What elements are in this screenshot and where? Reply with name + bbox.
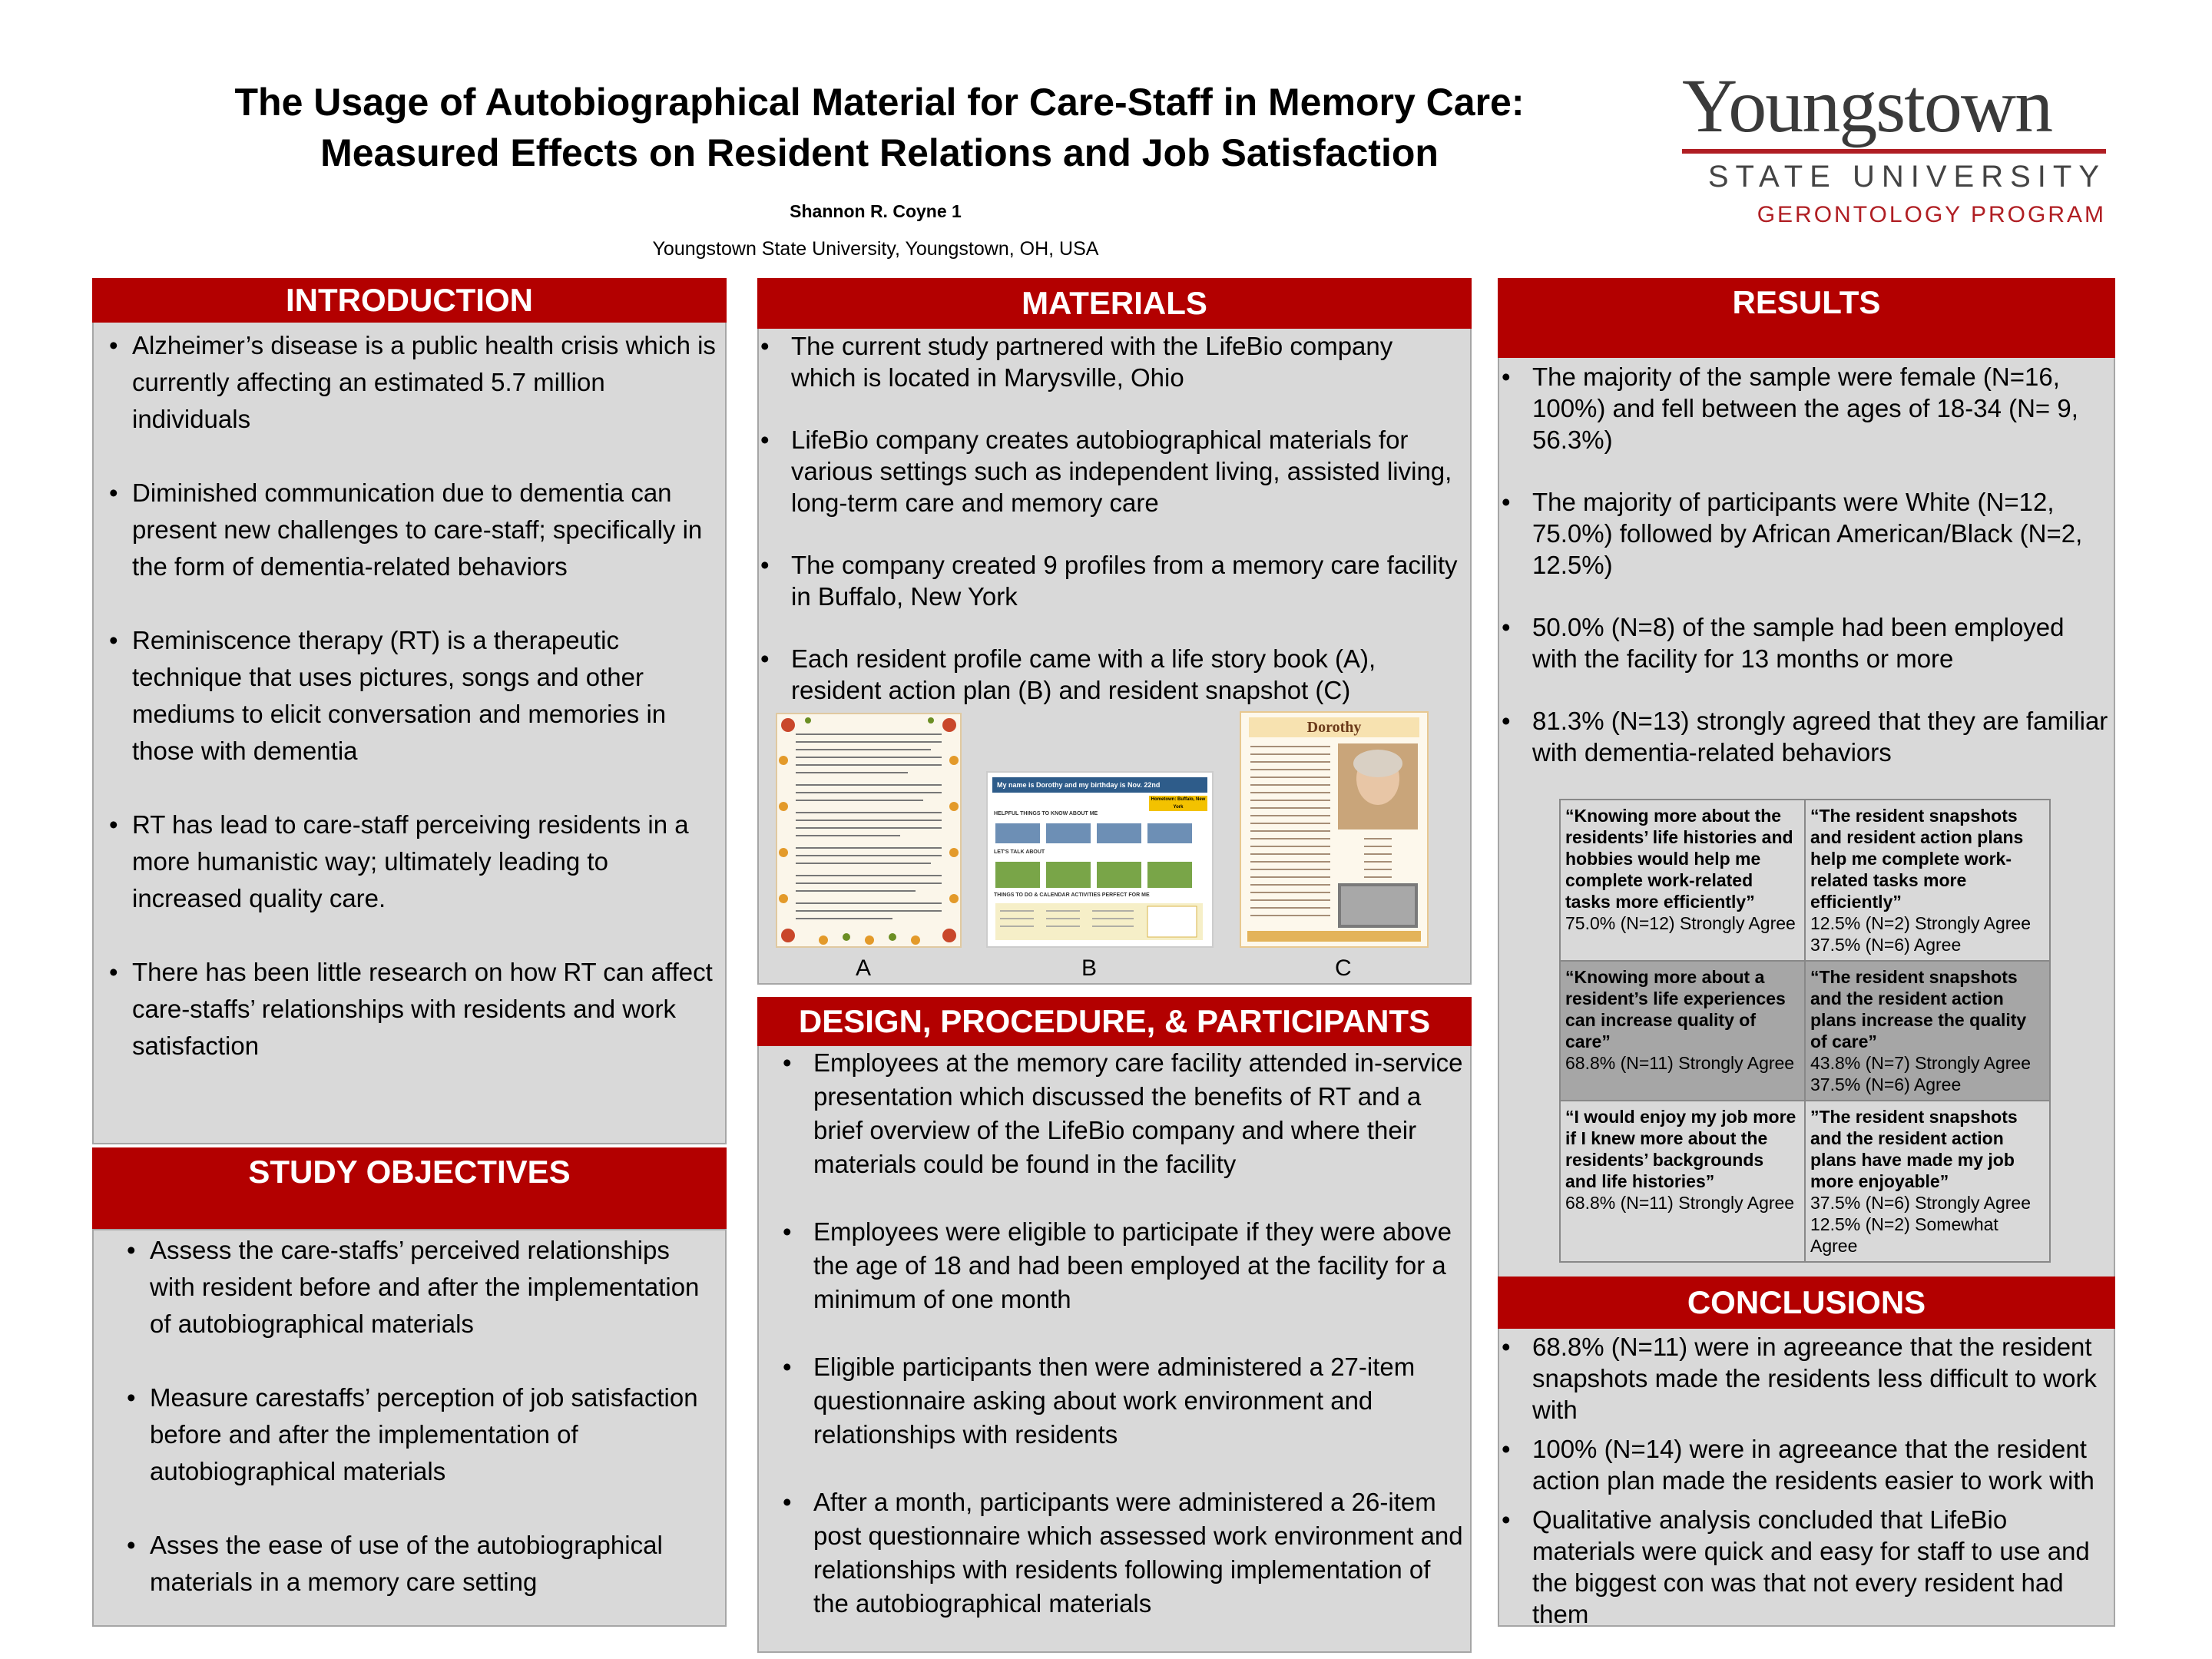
- table-cell: “Knowing more about a resident’s life experiences can increase quality of care” 68.8% (N=11) Strongly Agree: [1560, 961, 1805, 1101]
- bullet-icon: •: [1502, 1333, 1511, 1361]
- bullet-icon: •: [1502, 613, 1511, 641]
- list-item: • 100% (N=14) were in agreeance that the resident action plan made the residents easier to work with: [1502, 1435, 2094, 1495]
- action-plan-boxes: [988, 773, 1212, 946]
- snapshot-page-image: [1241, 713, 1427, 946]
- bullet-icon: •: [109, 958, 118, 986]
- bullet-icon: •: [127, 1531, 136, 1559]
- list-item: • The company created 9 profiles from a memory care facility in Buffalo, New York: [760, 551, 1458, 611]
- results-table: [1559, 799, 2051, 1263]
- list-item: • The majority of participants were White (N=12, 75.0%) followed by African American/Black (N=2, 12.5%): [1502, 488, 2083, 579]
- list-item: • Reminiscence therapy (RT) is a therapeutic technique that uses pictures, songs and other mediums to elicit conversation and memories in those with dementia: [94, 622, 716, 770]
- bullet-icon: •: [1502, 1435, 1511, 1463]
- design-heading: DESIGN, PROCEDURE, & PARTICIPANTS: [757, 997, 1472, 1046]
- table-cell: “Knowing more about the residents’ life histories and hobbies would help me complete work-related tasks more efficiently” 75.0% (N=12) Strongly Agree: [1560, 800, 1805, 961]
- conclusions-heading: CONCLUSIONS: [1498, 1277, 2115, 1329]
- list-item: • 81.3% (N=13) strongly agreed that they are familiar with dementia-related behaviors: [1502, 707, 2108, 767]
- bullet-icon: •: [760, 332, 770, 360]
- affiliation: Youngstown State University, Youngstown, OH, USA: [652, 238, 1099, 260]
- snapshot-name: Dorothy: [1249, 717, 1419, 737]
- list-item: • Qualitative analysis concluded that LifeBio materials were quick and easy for staff to use and the biggest con was that not every resident had them: [1502, 1505, 2090, 1628]
- author: Shannon R. Coyne 1: [790, 201, 962, 221]
- logo-state: STATE UNIVERSITY: [1707, 160, 2106, 194]
- things-to-do-heading: THINGS TO DO & CALENDAR ACTIVITIES PERFECT FOR ME: [994, 892, 1150, 898]
- logo-name: Youngstown: [1682, 63, 2052, 148]
- logo-program: GERONTOLOGY PROGRAM: [1757, 202, 2106, 227]
- bullet-icon: •: [760, 426, 770, 454]
- hometown-badge: Hometown: Buffalo, New York: [1149, 796, 1207, 811]
- university-logo: [1682, 63, 2120, 227]
- bullet-icon: •: [109, 810, 118, 839]
- list-item: • Measure carestaffs’ perception of job satisfaction before and after the implementation of autobiographical materials: [111, 1379, 718, 1490]
- lets-talk-heading: LET'S TALK ABOUT: [994, 849, 1045, 855]
- bullet-icon: •: [783, 1217, 792, 1246]
- table-cell: “I would enjoy my job more if I knew more about the residents’ backgrounds and life histories” 68.8% (N=11) Strongly Agree: [1560, 1101, 1805, 1262]
- materials-list: [757, 330, 1463, 737]
- list-item: • 50.0% (N=8) of the sample had been employed with the facility for 13 months or more: [1502, 613, 2065, 673]
- table-row: [1560, 1101, 2050, 1262]
- introduction-list: [94, 327, 716, 1101]
- objectives-list: [111, 1232, 718, 1637]
- list-item: • Eligible participants then were administered a 27-item questionnaire asking about work environment and relationships with residents: [779, 1350, 1469, 1452]
- design-list: [779, 1046, 1469, 1651]
- bullet-icon: •: [127, 1236, 136, 1264]
- list-item: • Alzheimer’s disease is a public health crisis which is currently affecting an estimated 5.7 million individuals: [94, 327, 716, 438]
- materials-heading: MATERIALS: [757, 278, 1472, 329]
- title-line-1: The Usage of Autobiographical Material for Care-Staff in Memory Care:: [234, 81, 1525, 124]
- figure-label-a: A: [856, 955, 872, 981]
- table-cell: “The resident snapshots and resident action plans help me complete work-related tasks more efficiently” 12.5% (N=2) Strongly Agree 37.5% (N=6) Agree: [1805, 800, 2050, 961]
- bullet-icon: •: [1502, 488, 1511, 516]
- list-item: • Diminished communication due to dementia can present new challenges to care-staff; specifically in the form of dementia-related behaviors: [94, 475, 716, 585]
- bullet-icon: •: [109, 626, 118, 654]
- list-item: • Employees were eligible to participate if they were above the age of 18 and had been employed at the facility for a minimum of one month: [779, 1215, 1469, 1316]
- list-item: • The current study partnered with the LifeBio company which is located in Marysville, Ohio: [760, 332, 1393, 392]
- bullet-icon: •: [783, 1048, 792, 1077]
- list-item: • The majority of the sample were female (N=16, 100%) and fell between the ages of 18-34 (N= 9, 56.3%): [1502, 363, 2078, 454]
- results-list: [1498, 361, 2112, 799]
- title-line-2: Measured Effects on Resident Relations and Job Satisfaction: [320, 131, 1439, 174]
- introduction-heading: INTRODUCTION: [92, 278, 727, 323]
- bullet-icon: •: [127, 1383, 136, 1412]
- helpful-things-heading: HELPFUL THINGS TO KNOW ABOUT ME: [994, 811, 1098, 816]
- results-heading: RESULTS: [1498, 278, 2115, 358]
- table-row: [1560, 961, 2050, 1101]
- list-item: • Assess the care-staffs’ perceived relationships with resident before and after the implementation of autobiographical materials: [111, 1232, 718, 1343]
- figure-label-c: C: [1335, 955, 1352, 981]
- objectives-heading: STUDY OBJECTIVES: [92, 1147, 727, 1229]
- action-plan-banner: My name is Dorothy and my birthday is Nov. 22nd: [992, 777, 1207, 793]
- figure-b-action-plan: [986, 771, 1214, 948]
- figure-a-life-story-book: [776, 713, 962, 948]
- list-item: • LifeBio company creates autobiographical materials for various settings such as independent living, assisted living, long-term care and memory care: [760, 426, 1452, 517]
- bullet-icon: •: [1502, 363, 1511, 391]
- figure-c-resident-snapshot: [1240, 711, 1429, 948]
- bullet-icon: •: [760, 551, 770, 579]
- figure-label-b: B: [1081, 955, 1098, 981]
- poster-title: [92, 77, 1667, 178]
- conclusions-list: [1498, 1331, 2112, 1637]
- logo-rule: [1682, 149, 2106, 154]
- bullet-icon: •: [760, 644, 770, 673]
- list-item: • After a month, participants were administered a 26-item post questionnaire which assessed work environment and relationships with residents following implementation of the autobiographical materials: [779, 1485, 1469, 1621]
- life-story-page-image: [777, 714, 960, 946]
- list-item: • RT has lead to care-staff perceiving residents in a more humanistic way; ultimately leading to increased quality care.: [94, 806, 716, 917]
- list-item: • There has been little research on how RT can affect care-staffs’ relationships with residents and work satisfaction: [94, 954, 716, 1065]
- list-item: • 68.8% (N=11) were in agreeance that the resident snapshots made the residents less difficult to work with: [1502, 1333, 2097, 1424]
- bullet-icon: •: [783, 1353, 792, 1381]
- list-item: • Asses the ease of use of the autobiographical materials in a memory care setting: [111, 1527, 718, 1601]
- table-row: [1560, 800, 2050, 961]
- table-cell: ”The resident snapshots and the resident action plans have made my job more enjoyable” 37.5% (N=6) Strongly Agree 12.5% (N=2) Somewhat Agree: [1805, 1101, 2050, 1262]
- bullet-icon: •: [783, 1488, 792, 1516]
- list-item: • Employees at the memory care facility attended in-service presentation which discussed the benefits of RT and a brief overview of the LifeBio company and where their materials could be found in the facility: [779, 1046, 1469, 1181]
- bullet-icon: •: [1502, 707, 1511, 735]
- bullet-icon: •: [109, 331, 118, 359]
- list-item: • Each resident profile came with a life story book (A), resident action plan (B) and resident snapshot (C): [760, 644, 1376, 704]
- bullet-icon: •: [109, 478, 118, 507]
- bullet-icon: •: [1502, 1505, 1511, 1534]
- table-cell: “The resident snapshots and the resident action plans increase the quality of care” 43.8% (N=7) Strongly Agree 37.5% (N=6) Agree: [1805, 961, 2050, 1101]
